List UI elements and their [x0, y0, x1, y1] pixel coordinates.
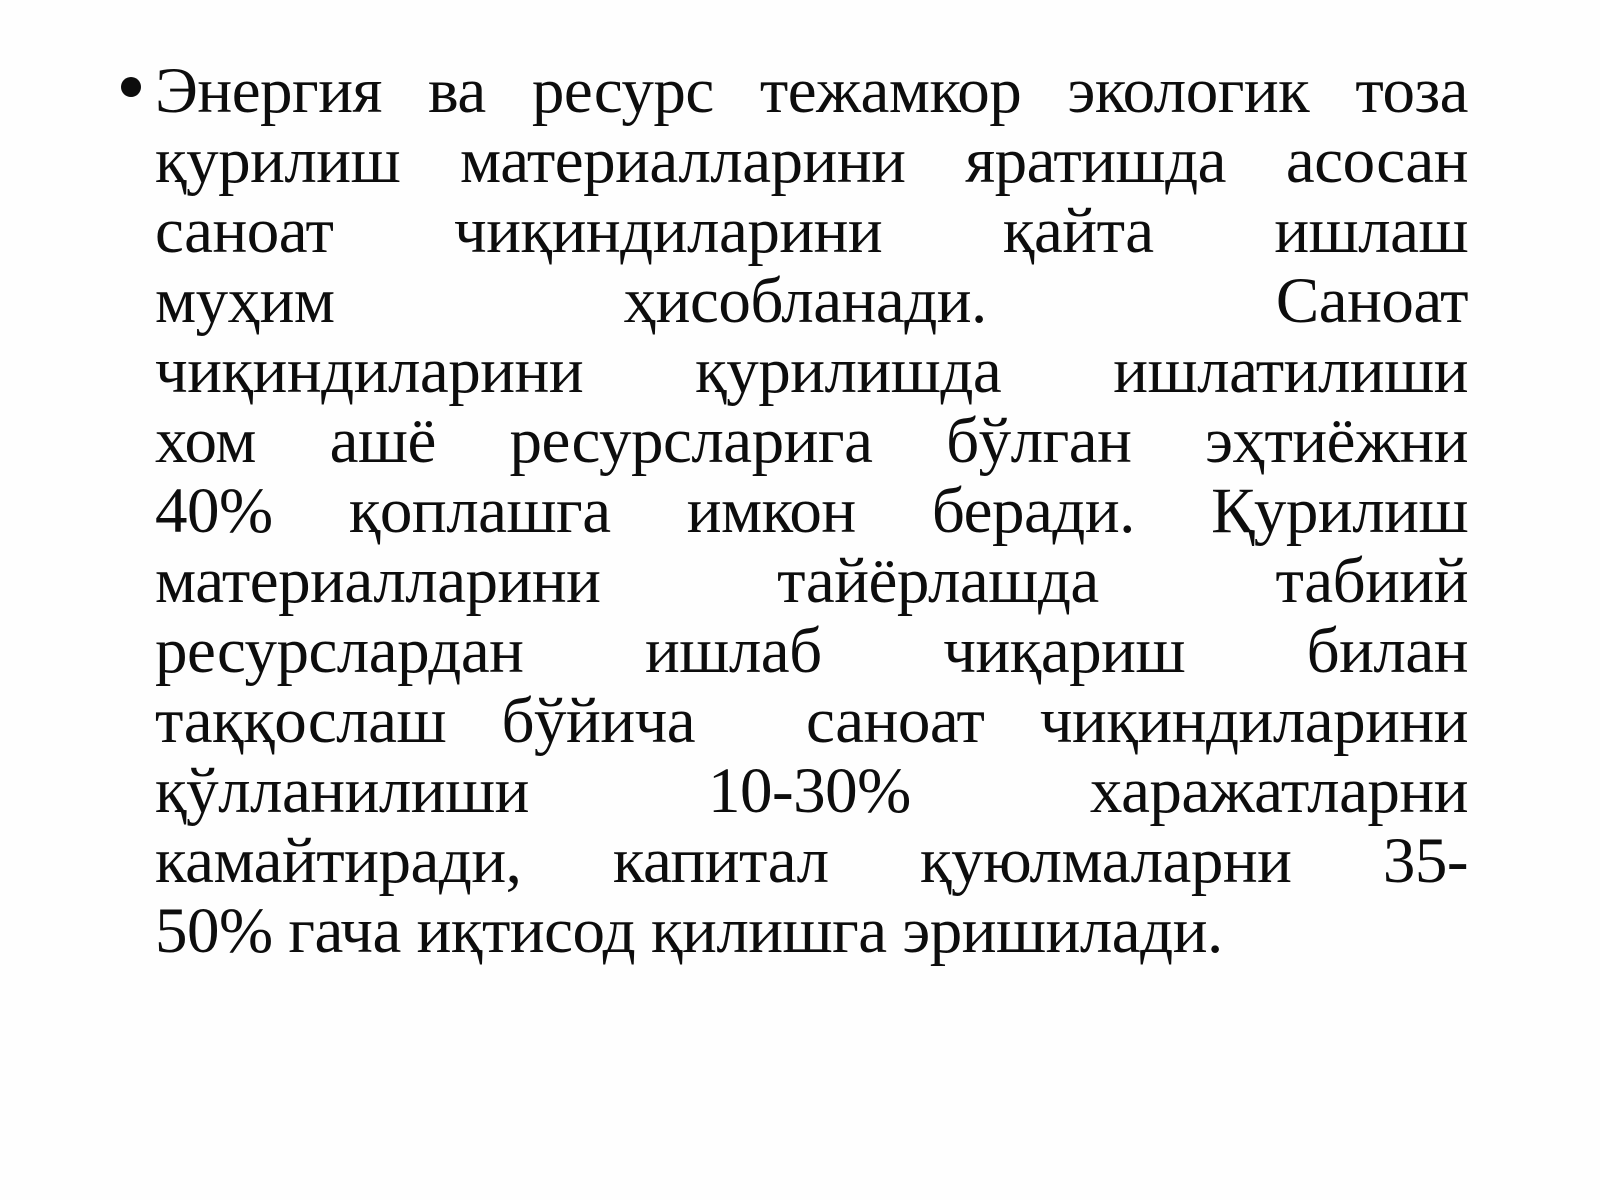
paragraph-line: таққослаш бўйича саноат чиқиндиларини [155, 685, 1468, 757]
paragraph-line: 40% қоплашга имкон беради. Қурилиш [155, 475, 1468, 547]
paragraph-line: камайтиради, капитал қуюлмаларни 35- [155, 825, 1468, 897]
paragraph-line: қурилиш материалларини яратишда асосан [155, 125, 1468, 197]
paragraph-line-last: 50% гача иқтисод қилишга эришилади. [155, 895, 1223, 967]
paragraph-line: қўлланилиши 10-30% харажатларни [155, 755, 1468, 827]
paragraph-line: чиқиндиларини қурилишда ишлатилиши [155, 335, 1468, 407]
paragraph-line: саноат чиқиндиларини қайта ишлаш [155, 195, 1468, 267]
paragraph-line: ресурслардан ишлаб чиқариш билан [155, 615, 1468, 687]
bullet-marker-icon [121, 77, 141, 97]
paragraph-line: муҳим ҳисобланади. Саноат [155, 265, 1468, 337]
paragraph-line: хом ашё ресурсларига бўлган эҳтиёжни [155, 405, 1468, 477]
paragraph-line: материалларини тайёрлашда табиий [155, 545, 1468, 617]
bullet-paragraph [155, 56, 1468, 966]
paragraph-line: Энергия ва ресурс тежамкор экологик тоза [155, 55, 1468, 127]
